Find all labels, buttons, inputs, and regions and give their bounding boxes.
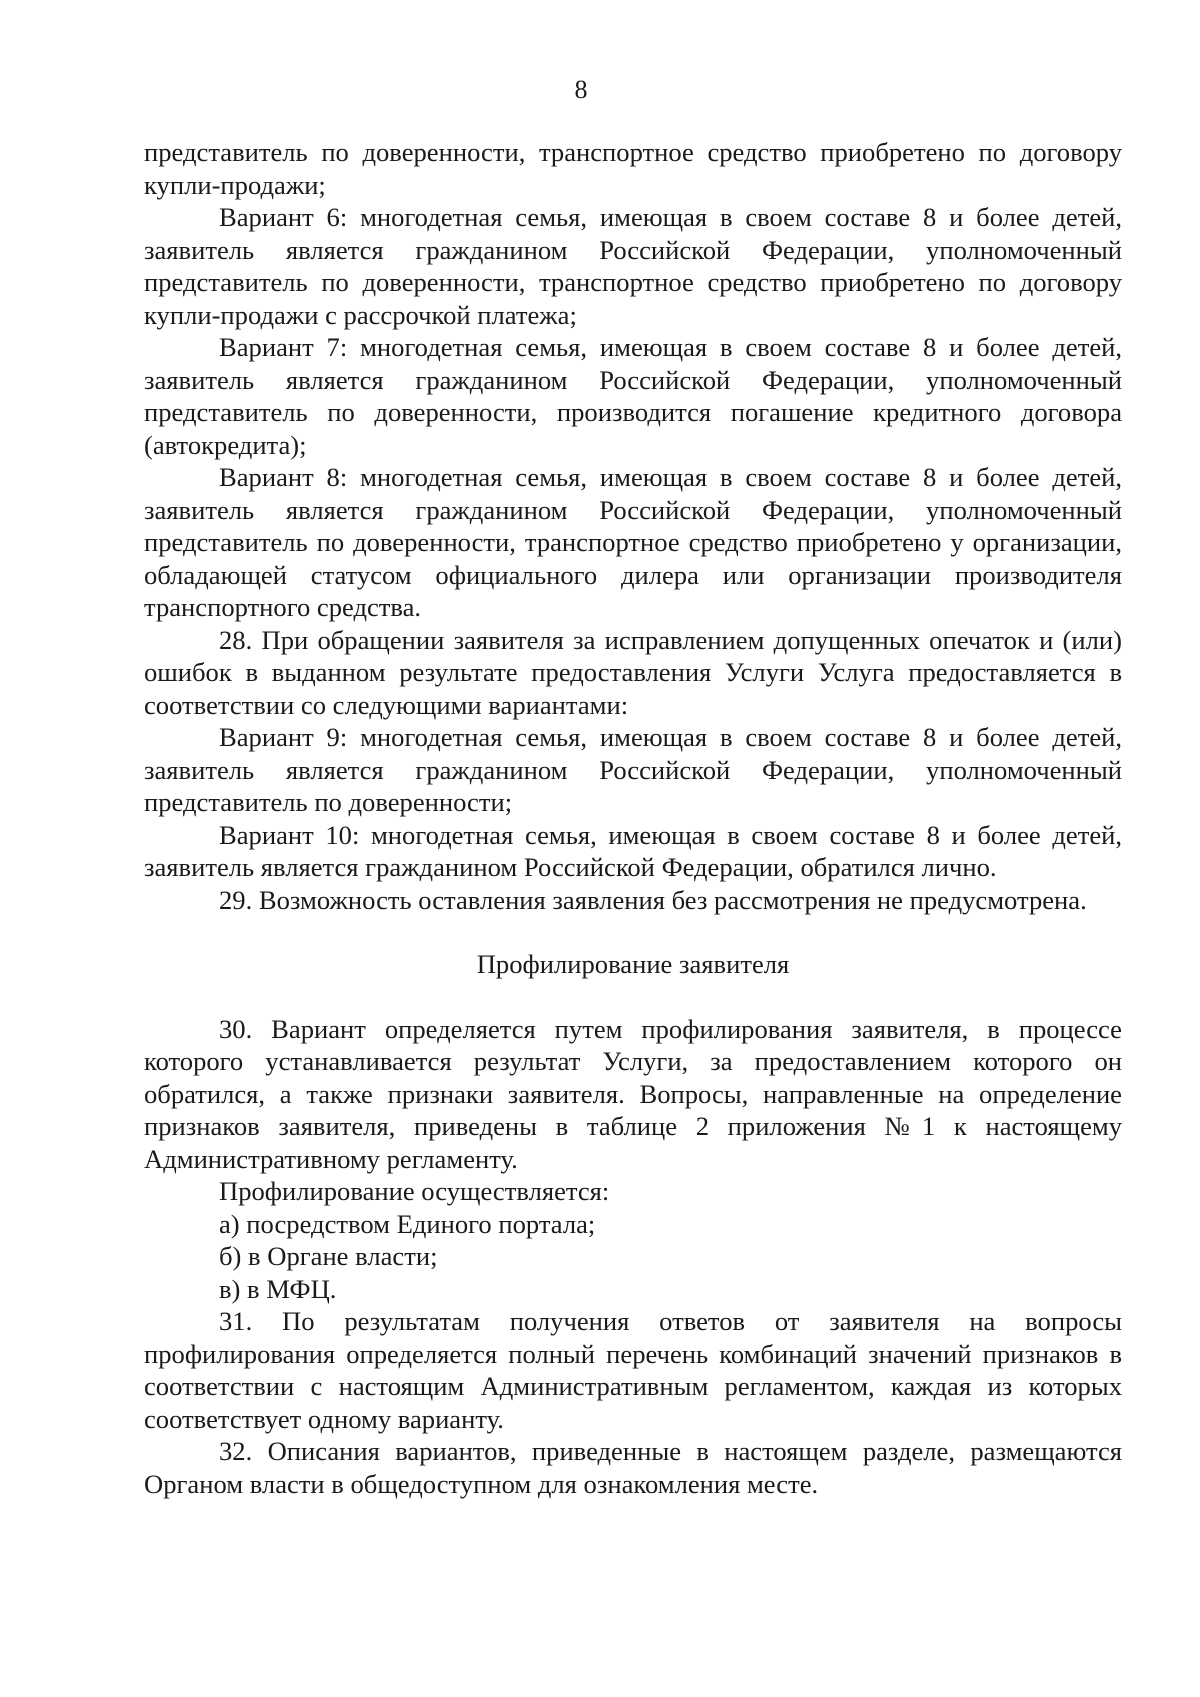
variant-7-paragraph: Вариант 7: многодетная семья, имеющая в своем составе 8 и более детей, заявитель является гражданином Российской Федерации, уполномоченный представитель по доверенности, производится погашение кредитного договора (автокредита); xyxy=(144,332,1122,460)
clause-31-paragraph: 31. По результатам получения ответов от заявителя на вопросы профилирования определяется полный перечень комбинаций значений признаков в соответствии с настоящим Административным регламентом, каждая из которых соответствует одному варианту. xyxy=(144,1306,1122,1434)
document-body xyxy=(144,136,1122,1500)
profiling-intro: Профилирование осуществляется: xyxy=(219,1176,610,1206)
profiling-item-a: а) посредством Единого портала; xyxy=(219,1208,596,1239)
variant-9-paragraph: Вариант 9: многодетная семья, имеющая в своем составе 8 и более детей, заявитель является гражданином Российской Федерации, уполномоченный представитель по доверенности; xyxy=(144,722,1122,817)
profiling-item-b: б) в Органе власти; xyxy=(219,1241,438,1271)
variant-6-paragraph: Вариант 6: многодетная семья, имеющая в своем составе 8 и более детей, заявитель является гражданином Российской Федерации, уполномоченный представитель по доверенности, транспортное средство приобретено по договору купли-продажи с рассрочкой платежа; xyxy=(144,202,1122,330)
variant-10-paragraph: Вариант 10: многодетная семья, имеющая в своем составе 8 и более детей, заявитель является гражданином Российской Федерации, обратился лично. xyxy=(144,819,1122,882)
clause-30-paragraph: 30. Вариант определяется путем профилирования заявителя, в процессе которого устанавливается результат Услуги, за предоставлением которого он обратился, а также признаки заявителя. Вопросы, направленные на определение признаков заявителя, приведены в таблице 2 приложения №1 к настоящему Административному регламенту. xyxy=(144,1013,1122,1174)
clause-28-paragraph: 28. При обращении заявителя за исправлением допущенных опечаток и (или) ошибок в выданном результате предоставления Услуги Услуга предоставляется в соответствии со следующими вариантами: xyxy=(144,624,1122,720)
page-number: 8 xyxy=(574,75,588,104)
clause-32-paragraph: 32. Описания вариантов, приведенные в настоящем разделе, размещаются Органом власти в общедоступном для ознакомления месте. xyxy=(144,1436,1122,1499)
variant-8-paragraph: Вариант 8: многодетная семья, имеющая в своем составе 8 и более детей, заявитель является гражданином Российской Федерации, уполномоченный представитель по доверенности, транспортное средство приобретено у организации, обладающей статусом официального дилера или организации производителя транспортного средства. xyxy=(144,462,1122,622)
paragraph-continuation: представитель по доверенности, транспортное средство приобретено по договору купли-продажи; xyxy=(144,137,1122,200)
clause-29-paragraph: 29. Возможность оставления заявления без рассмотрения не предусмотрена. xyxy=(219,884,1087,915)
profiling-item-c: в) в МФЦ. xyxy=(219,1273,337,1304)
section-heading: Профилирование заявителя xyxy=(476,949,790,979)
